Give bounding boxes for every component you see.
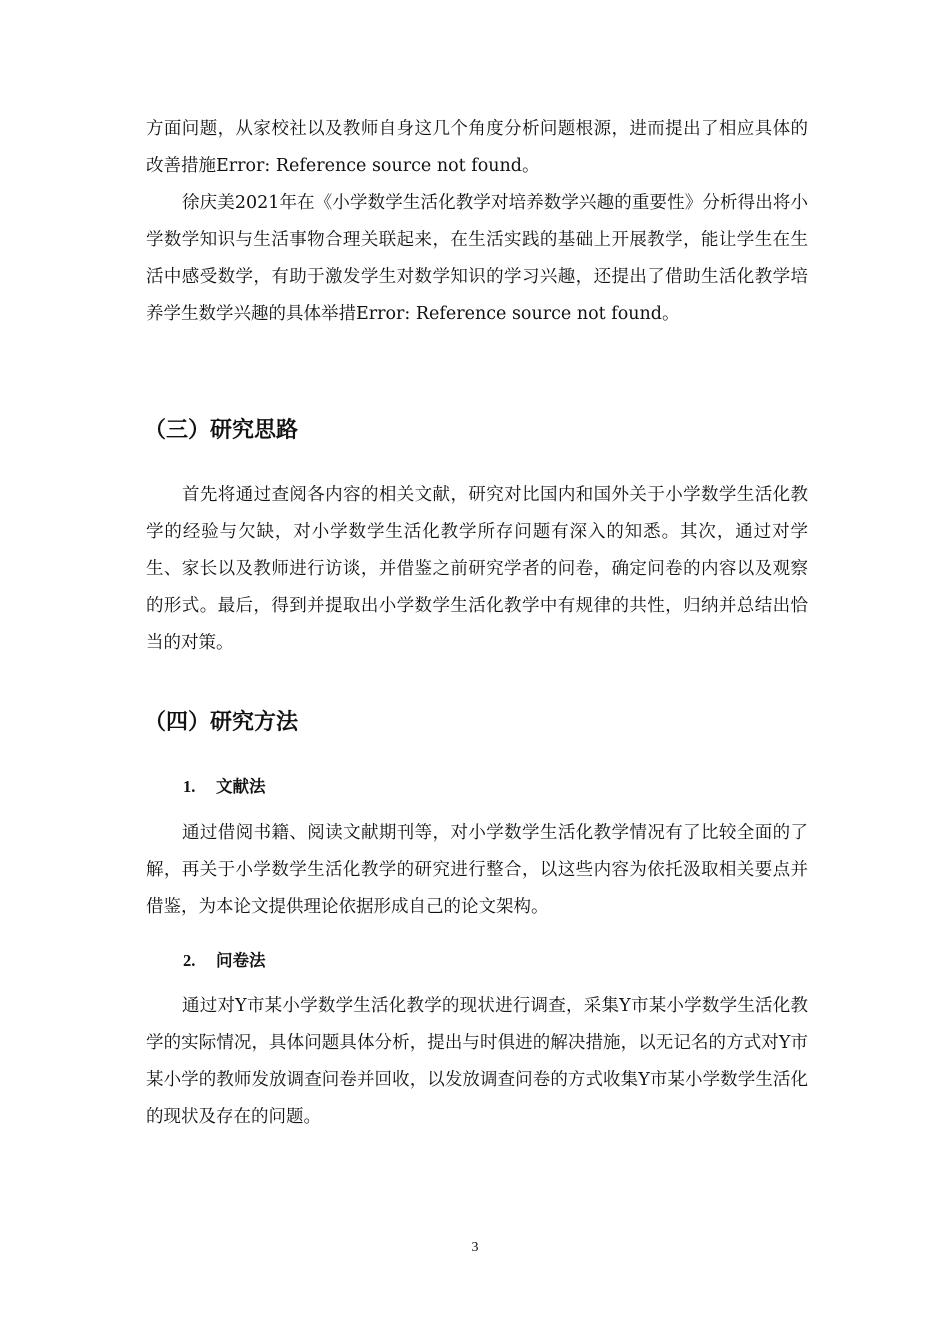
subheading-number: 2. <box>183 951 196 970</box>
paragraph-literature-method: 通过借阅书籍、阅读文献期刊等，对小学数学生活化教学情况有了比较全面的了解，再关于小学数学生活化教学的研究进行整合，以这些内容为依托汲取相关要点并借鉴，为本论文提供理论依据形成自己的论文架构。 <box>146 823 808 917</box>
paragraph-research-approach: 首先将通过查阅各内容的相关文献，研究对比国内和国外关于小学数学生活化教学的经验与欠缺，对小学数学生活化教学所存问题有深入的知悉。其次，通过对学生、家长以及教师进行访谈，并借鉴之前研究学者的问卷，确定问卷的内容以及观察的形式。最后，得到并提取出小学数学生活化教学中有规律的共性，归纳并总结出恰当的对策。 <box>146 485 808 653</box>
paragraph-questionnaire-method: 通过对Y市某小学数学生活化教学的现状进行调查，采集Y市某小学数学生活化教学的实际情况，具体问题具体分析，提出与时俱进的解决措施，以无记名的方式对Y市某小学的教师发放调查问卷并回收，以发放调查问卷的方式收集Y市某小学数学生活化的现状及存在的问题。 <box>146 996 808 1127</box>
section-heading-research-approach: （三）研究思路 <box>144 418 299 443</box>
subheading-literature-method <box>183 775 266 799</box>
section-heading-research-methods: （四）研究方法 <box>144 710 299 735</box>
subheading-questionnaire-method <box>183 949 266 973</box>
paragraph-problem-analysis: 方面问题，从家校社以及教师自身这几个角度分析问题根源，进而提出了相应具体的改善措施Error: Reference source not found。 <box>146 119 808 176</box>
subheading-label: 问卷法 <box>216 951 266 970</box>
subheading-label: 文献法 <box>216 777 266 796</box>
page-number: 3 <box>471 1240 479 1255</box>
paragraph-xu-qingmei-review: 徐庆美2021年在《小学数学生活化教学对培养数学兴趣的重要性》分析得出将小学数学知识与生活事物合理关联起来，在生活实践的基础上开展教学，能让学生在生活中感受数学，有助于激发学生对数学知识的学习兴趣，还提出了借助生活化教学培养学生数学兴趣的具体举措Error: Reference source not found。 <box>146 193 808 324</box>
subheading-number: 1. <box>183 777 196 796</box>
